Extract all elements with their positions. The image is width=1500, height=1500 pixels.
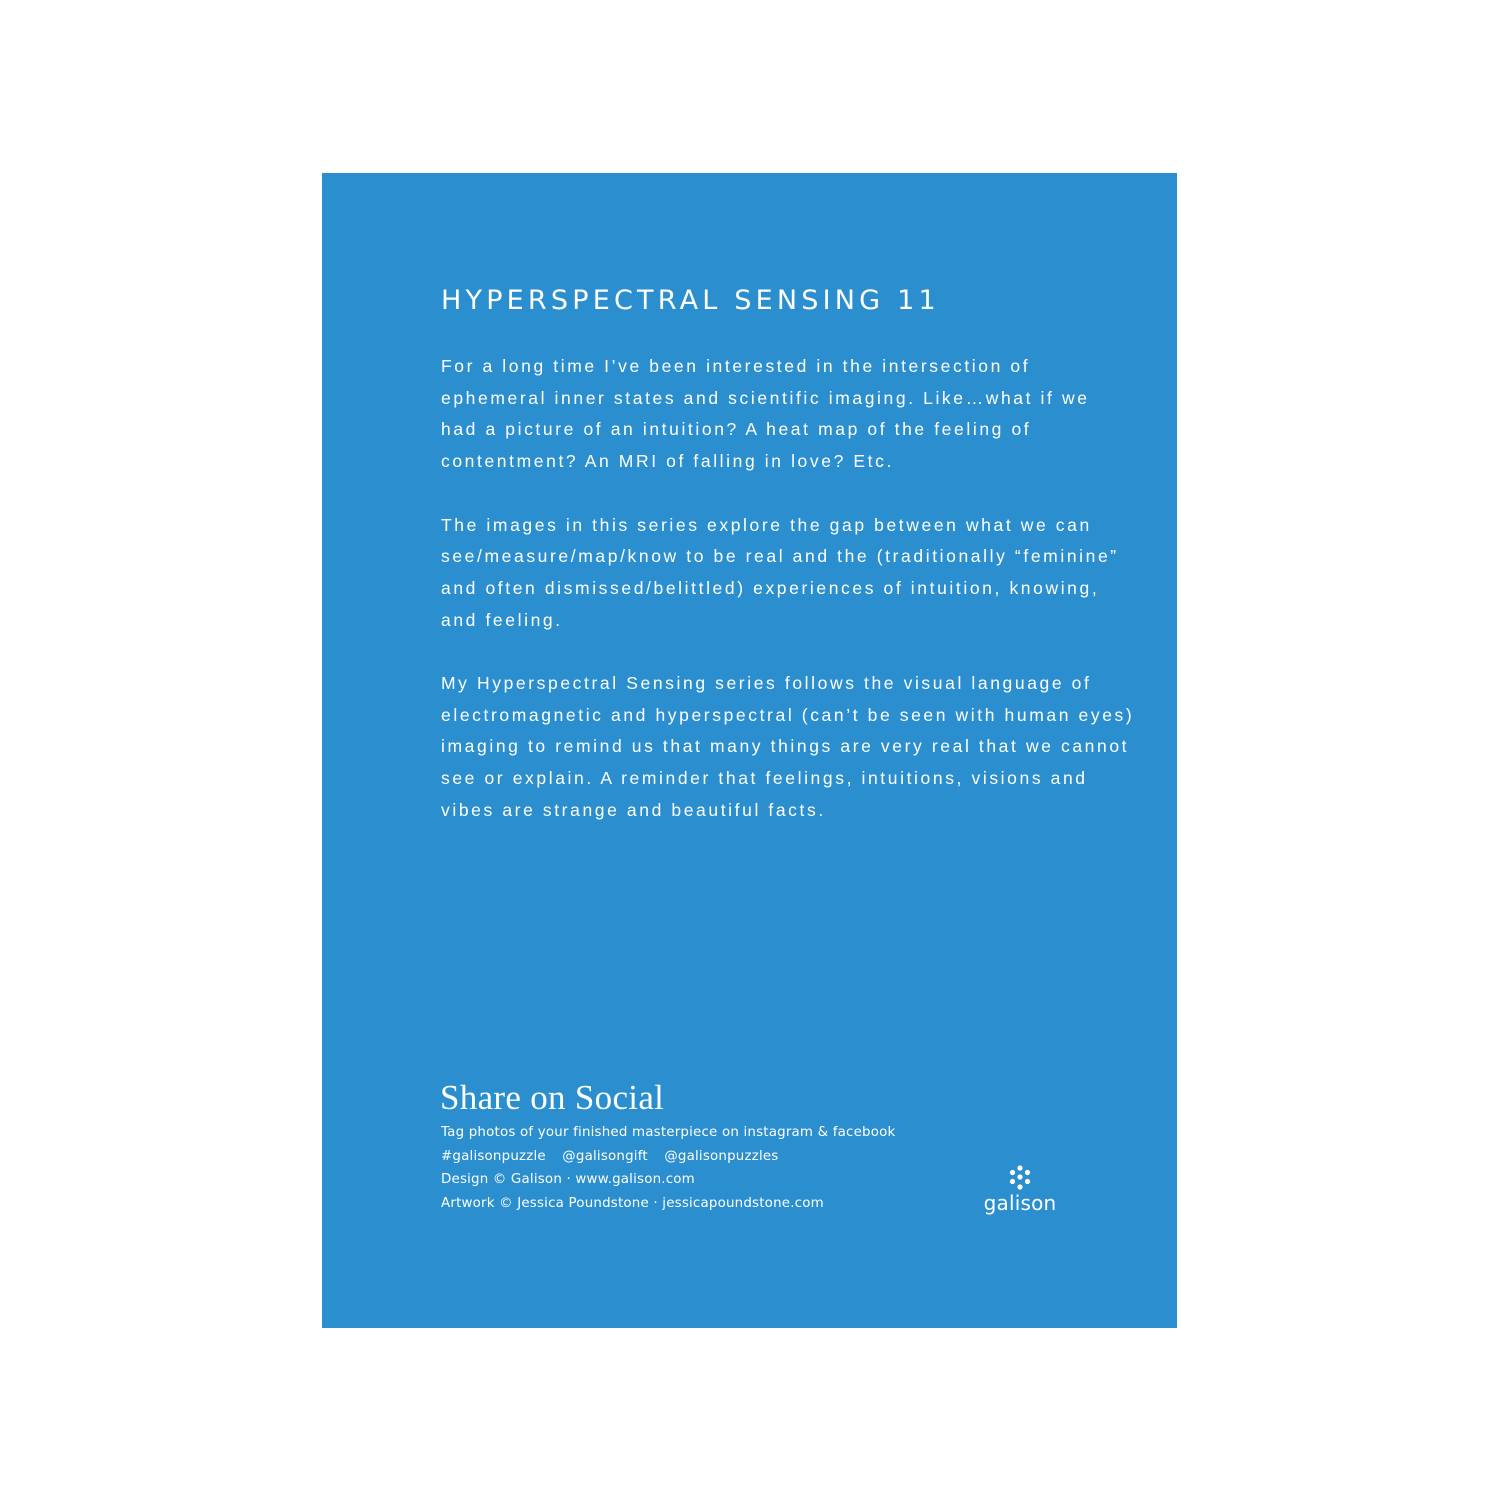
text-line: The images in this series explore the gap between what we can — [441, 514, 1092, 535]
text-line: imaging to remind us that many things are very real that we cannot — [441, 736, 1130, 757]
galison-dots-icon — [1008, 1165, 1032, 1191]
hashtag-row — [441, 1145, 896, 1169]
text-line: contentment? An MRI of falling in love? Etc. — [441, 451, 894, 472]
hashtag: @galisonpuzzles — [664, 1148, 779, 1164]
puzzle-back-card — [322, 173, 1177, 1328]
text-line: electromagnetic and hyperspectral (can’t be seen with human eyes) — [441, 704, 1135, 725]
description-paragraph — [441, 510, 1141, 637]
text-line: vibes are strange and beautiful facts. — [441, 799, 826, 820]
description-paragraph — [441, 351, 1141, 478]
text-line: had a picture of an intuition? A heat map of the feeling of — [441, 419, 1032, 440]
hashtag: @galisongift — [562, 1148, 648, 1164]
text-line: and feeling. — [441, 609, 563, 630]
text-line: My Hyperspectral Sensing series follows the visual language of — [441, 673, 1092, 693]
text-line: ephemeral inner states and scientific imaging. Like…what if we — [441, 387, 1090, 408]
design-credit: Design © Galison · www.galison.com — [441, 1172, 695, 1187]
text-line: see or explain. A reminder that feelings, intuitions, visions and — [441, 768, 1088, 789]
galison-wordmark: galison — [983, 1191, 1057, 1215]
description-body — [441, 351, 1141, 858]
card-title: HYPERSPECTRAL SENSING 11 — [441, 285, 940, 316]
description-paragraph — [441, 668, 1141, 827]
hashtag: #galisonpuzzle — [441, 1148, 546, 1164]
tag-line: Tag photos of your finished masterpiece on instagram & facebook — [441, 1125, 896, 1140]
text-line: see/measure/map/know to be real and the (traditionally “feminine” — [441, 546, 1119, 567]
galison-logo — [981, 1165, 1059, 1214]
artwork-credit: Artwork © Jessica Poundstone · jessicapoundstone.com — [441, 1195, 824, 1211]
text-line: For a long time I’ve been interested in the intersection of — [441, 356, 1031, 376]
share-credits — [441, 1121, 896, 1215]
share-heading: Share on Social — [440, 1078, 665, 1117]
text-line: and often dismissed/belittled) experiences of intuition, knowing, — [441, 577, 1100, 598]
